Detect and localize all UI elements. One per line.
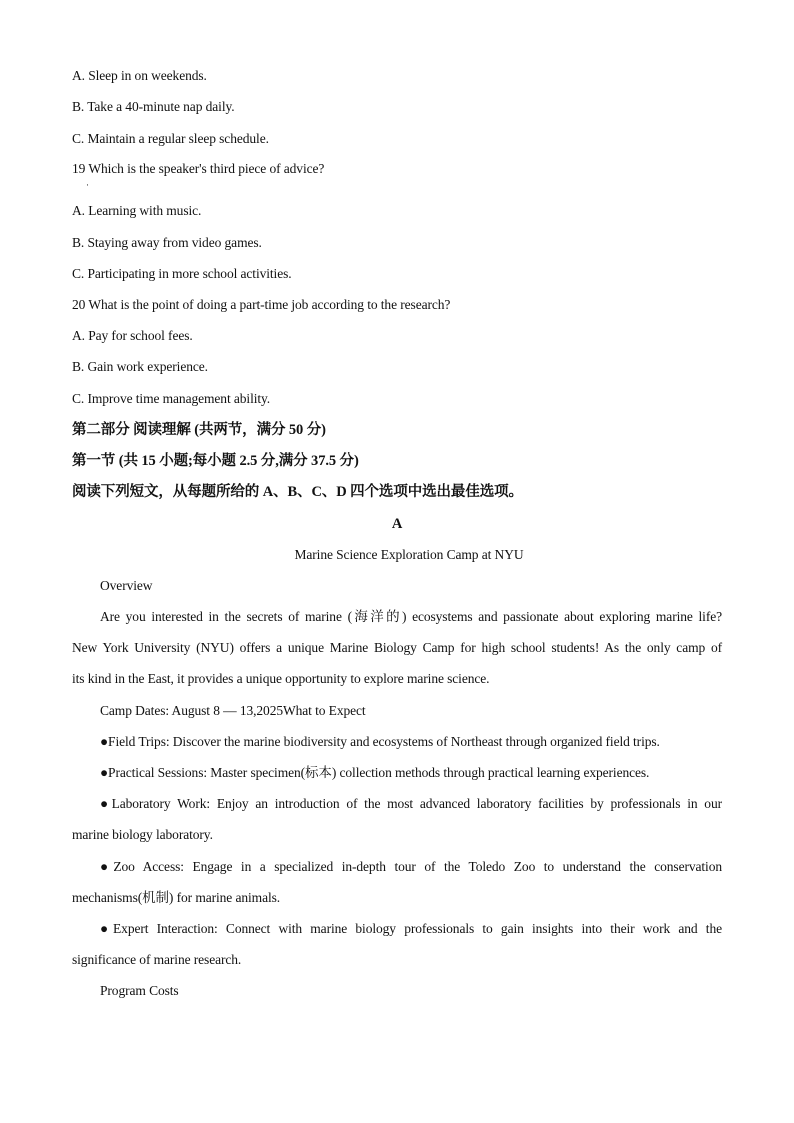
bullet-laboratory-line-1: ●Laboratory Work: Enjoy an introduction of the most advanced laboratory facilities by professionals in our xyxy=(100,796,722,811)
passage-title: Marine Science Exploration Camp at NYU xyxy=(294,547,524,562)
program-costs-heading: Program Costs xyxy=(100,983,179,998)
bullet-zoo-line-2: mechanisms(机制) for marine animals. xyxy=(72,890,281,905)
bullet-field-trips: ●Field Trips: Discover the marine biodiversity and ecosystems of Northeast through organized field trips. xyxy=(100,734,660,749)
overview-heading: Overview xyxy=(100,578,153,593)
subsection-heading: 第一节 (共 15 小题;每小题 2.5 分,满分 37.5 分) xyxy=(72,453,359,469)
q18-option-a: A. Sleep in on weekends. xyxy=(72,68,207,83)
q20-option-b: B. Gain work experience. xyxy=(72,359,208,374)
bullet-laboratory-line-2: marine biology laboratory. xyxy=(72,827,213,842)
q18-option-b: B. Take a 40-minute nap daily. xyxy=(72,99,235,114)
overview-line-3: its kind in the East, it provides a unique opportunity to explore marine science. xyxy=(72,671,490,686)
q18-option-c: C. Maintain a regular sleep schedule. xyxy=(72,131,269,146)
bullet-expert-line-2: significance of marine research. xyxy=(72,952,242,967)
bullet-zoo-line-1: ●Zoo Access: Engage in a specialized in-depth tour of the Toledo Zoo to understand the conservation xyxy=(100,859,722,874)
q19-option-c: C. Participating in more school activities. xyxy=(72,266,292,281)
q20-stem: 20 What is the point of doing a part-time job according to the research? xyxy=(72,297,451,312)
camp-dates: Camp Dates: August 8 — 13,2025What to Expect xyxy=(100,703,366,718)
part-heading: 第二部分 阅读理解 (共两节，满分 50 分) xyxy=(72,422,326,438)
bullet-practical-sessions: ●Practical Sessions: Master specimen(标本) collection methods through practical learning experiences. xyxy=(100,765,650,780)
q20-option-c: C. Improve time management ability. xyxy=(72,391,271,406)
q19-option-b: B. Staying away from video games. xyxy=(72,235,262,250)
bullet-expert-line-1: ●Expert Interaction: Connect with marine biology professionals to gain insights into their work and the xyxy=(100,921,722,936)
q19-option-a: A. Learning with music. xyxy=(72,203,202,218)
passage-letter: A xyxy=(391,516,403,532)
q19-marker: · xyxy=(86,180,89,190)
reading-instruction: 阅读下列短文，从每题所给的 A、B、C、D 四个选项中选出最佳选项。 xyxy=(72,484,523,500)
overview-line-1: Are you interested in the secrets of marine (海洋的) ecosystems and passionate about exploring marine life? xyxy=(100,609,722,624)
overview-line-2: New York University (NYU) offers a unique Marine Biology Camp for high school students! As the only camp of xyxy=(72,640,722,655)
q19-stem: 19 Which is the speaker's third piece of advice? xyxy=(72,161,325,176)
q20-option-a: A. Pay for school fees. xyxy=(72,328,193,343)
